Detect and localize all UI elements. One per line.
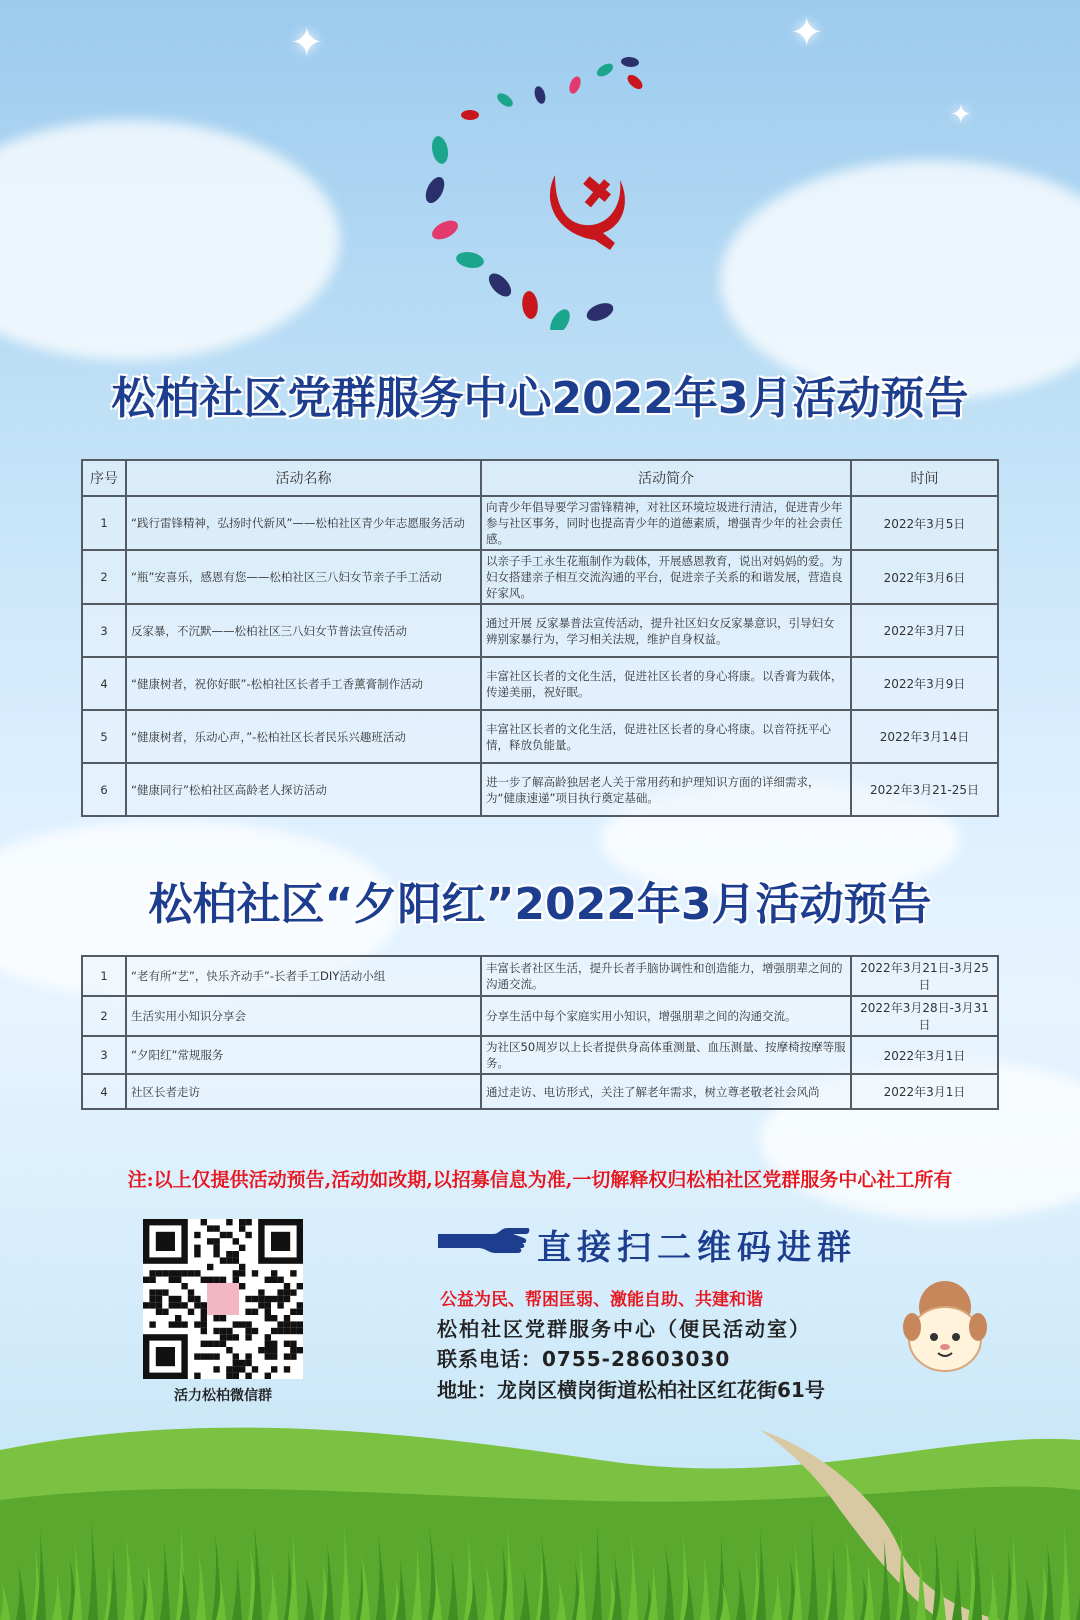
activity-name: “夕阳红”常规服务 (126, 1036, 481, 1074)
sparkle-icon: ✦ (290, 20, 324, 66)
address: 地址：龙岗区横岗街道松柏社区红花街61号 (437, 1378, 825, 1402)
activity-name: “践行雷锋精神，弘扬时代新风”——松柏社区青少年志愿服务活动 (126, 496, 481, 550)
row-index: 1 (82, 956, 126, 996)
row-index: 4 (82, 657, 126, 710)
activity-time: 2022年3月28日-3月31日 (851, 996, 998, 1036)
center-name: 松柏社区党群服务中心（便民活动室） (437, 1317, 811, 1341)
qr-code-icon[interactable] (143, 1219, 303, 1379)
table-row (82, 956, 998, 996)
activity-name: 反家暴，不沉默——松柏社区三八妇女节普法宣传活动 (126, 604, 481, 657)
activity-time: 2022年3月21日-3月25日 (851, 956, 998, 996)
column-header-name: 活动名称 (126, 460, 481, 496)
table-row (82, 710, 998, 763)
table-row (82, 550, 998, 604)
disclaimer-note: 注:以上仅提供活动预告,活动如改期,以招募信息为准,一切解释权归松柏社区党群服务中心社工所有 (127, 1169, 953, 1191)
lamb-mascot-icon (902, 1277, 988, 1375)
activity-time: 2022年3月1日 (851, 1036, 998, 1074)
activity-table-sunset (81, 955, 999, 1110)
slogan: 公益为民、帮困匡弱、激能自助、共建和谐 (440, 1290, 763, 1310)
scan-qr-heading: 直接扫二维码进群 (537, 1228, 857, 1268)
activity-time: 2022年3月5日 (851, 496, 998, 550)
activity-description: 丰富长者社区生活，提升长者手脑协调性和创造能力，增强朋辈之间的沟通交流。 (481, 956, 851, 996)
activity-description: 丰富社区长者的文化生活，促进社区长者的身心将康。以香膏为载体，传递美丽，祝好眠。 (481, 657, 851, 710)
column-header-time: 时间 (851, 460, 998, 496)
section-title-sunset: 松柏社区“夕阳红”2022年3月活动预告 (148, 879, 932, 930)
row-index: 2 (82, 550, 126, 604)
activity-time: 2022年3月21-25日 (851, 763, 998, 816)
table-row (82, 496, 998, 550)
activity-description: 向青少年倡导要学习雷锋精神，对社区环境垃圾进行清洁，促进青少年参与社区事务，同时也提高青少年的道德素质，增强青少年的社会责任感。 (481, 496, 851, 550)
activity-name: “瓶”安喜乐，感恩有您——松柏社区三八妇女节亲子手工活动 (126, 550, 481, 604)
row-index: 2 (82, 996, 126, 1036)
activity-description: 分享生活中每个家庭实用小知识，增强朋辈之间的沟通交流。 (481, 996, 851, 1036)
table-row (82, 657, 998, 710)
activity-description: 通过走访、电访形式，关注了解老年需求，树立尊老敬老社会风尚 (481, 1074, 851, 1109)
qr-caption: 活力松柏微信群 (174, 1388, 272, 1404)
table-header-row (82, 460, 998, 496)
activity-time: 2022年3月6日 (851, 550, 998, 604)
activity-time: 2022年3月9日 (851, 657, 998, 710)
cloud-decoration (0, 120, 340, 360)
hand-pointer-icon (438, 1226, 530, 1256)
sparkle-icon: ✦ (950, 100, 972, 130)
activity-table-main (81, 459, 999, 817)
column-header-index: 序号 (82, 460, 126, 496)
activity-name: 生活实用小知识分享会 (126, 996, 481, 1036)
meadow-illustration (0, 1390, 1080, 1620)
table-row (82, 604, 998, 657)
activity-description: 丰富社区长者的文化生活，促进社区长者的身心将康。以音符抚平心情，释放负能量。 (481, 710, 851, 763)
party-emblem-icon (410, 40, 650, 330)
activity-name: “健康树者，祝你好眠”-松柏社区长者手工香薰膏制作活动 (126, 657, 481, 710)
page-title: 松柏社区党群服务中心2022年3月活动预告 (111, 373, 969, 424)
row-index: 1 (82, 496, 126, 550)
row-index: 6 (82, 763, 126, 816)
activity-time: 2022年3月1日 (851, 1074, 998, 1109)
activity-description: 为社区50周岁以上长者提供身高体重测量、血压测量、按摩椅按摩等服务。 (481, 1036, 851, 1074)
row-index: 5 (82, 710, 126, 763)
table-row (82, 763, 998, 816)
table-row (82, 1074, 998, 1109)
activity-name: “健康树者，乐动心声，”-松柏社区长者民乐兴趣班活动 (126, 710, 481, 763)
row-index: 3 (82, 604, 126, 657)
activity-name: 社区长者走访 (126, 1074, 481, 1109)
column-header-description: 活动简介 (481, 460, 851, 496)
row-index: 4 (82, 1074, 126, 1109)
activity-name: “健康同行”松柏社区高龄老人探访活动 (126, 763, 481, 816)
contact-phone: 联系电话：0755-28603030 (437, 1347, 731, 1371)
activity-name: “老有所“艺”，快乐齐动手”-长者手工DIY活动小组 (126, 956, 481, 996)
activity-description: 以亲子手工永生花瓶制作为载体，开展感恩教育，说出对妈妈的爱。为妇女搭建亲子相互交流沟通的平台，促进亲子关系的和谐发展，营造良好家风。 (481, 550, 851, 604)
activity-time: 2022年3月7日 (851, 604, 998, 657)
row-index: 3 (82, 1036, 126, 1074)
table-row (82, 1036, 998, 1074)
activity-time: 2022年3月14日 (851, 710, 998, 763)
activity-description: 通过开展 反家暴普法宣传活动，提升社区妇女反家暴意识，引导妇女辨别家暴行为，学习相关法规，维护自身权益。 (481, 604, 851, 657)
table-row (82, 996, 998, 1036)
activity-description: 进一步了解高龄独居老人关于常用药和护理知识方面的详细需求，为“健康速递”项目执行奠定基础。 (481, 763, 851, 816)
sparkle-icon: ✦ (790, 10, 824, 56)
